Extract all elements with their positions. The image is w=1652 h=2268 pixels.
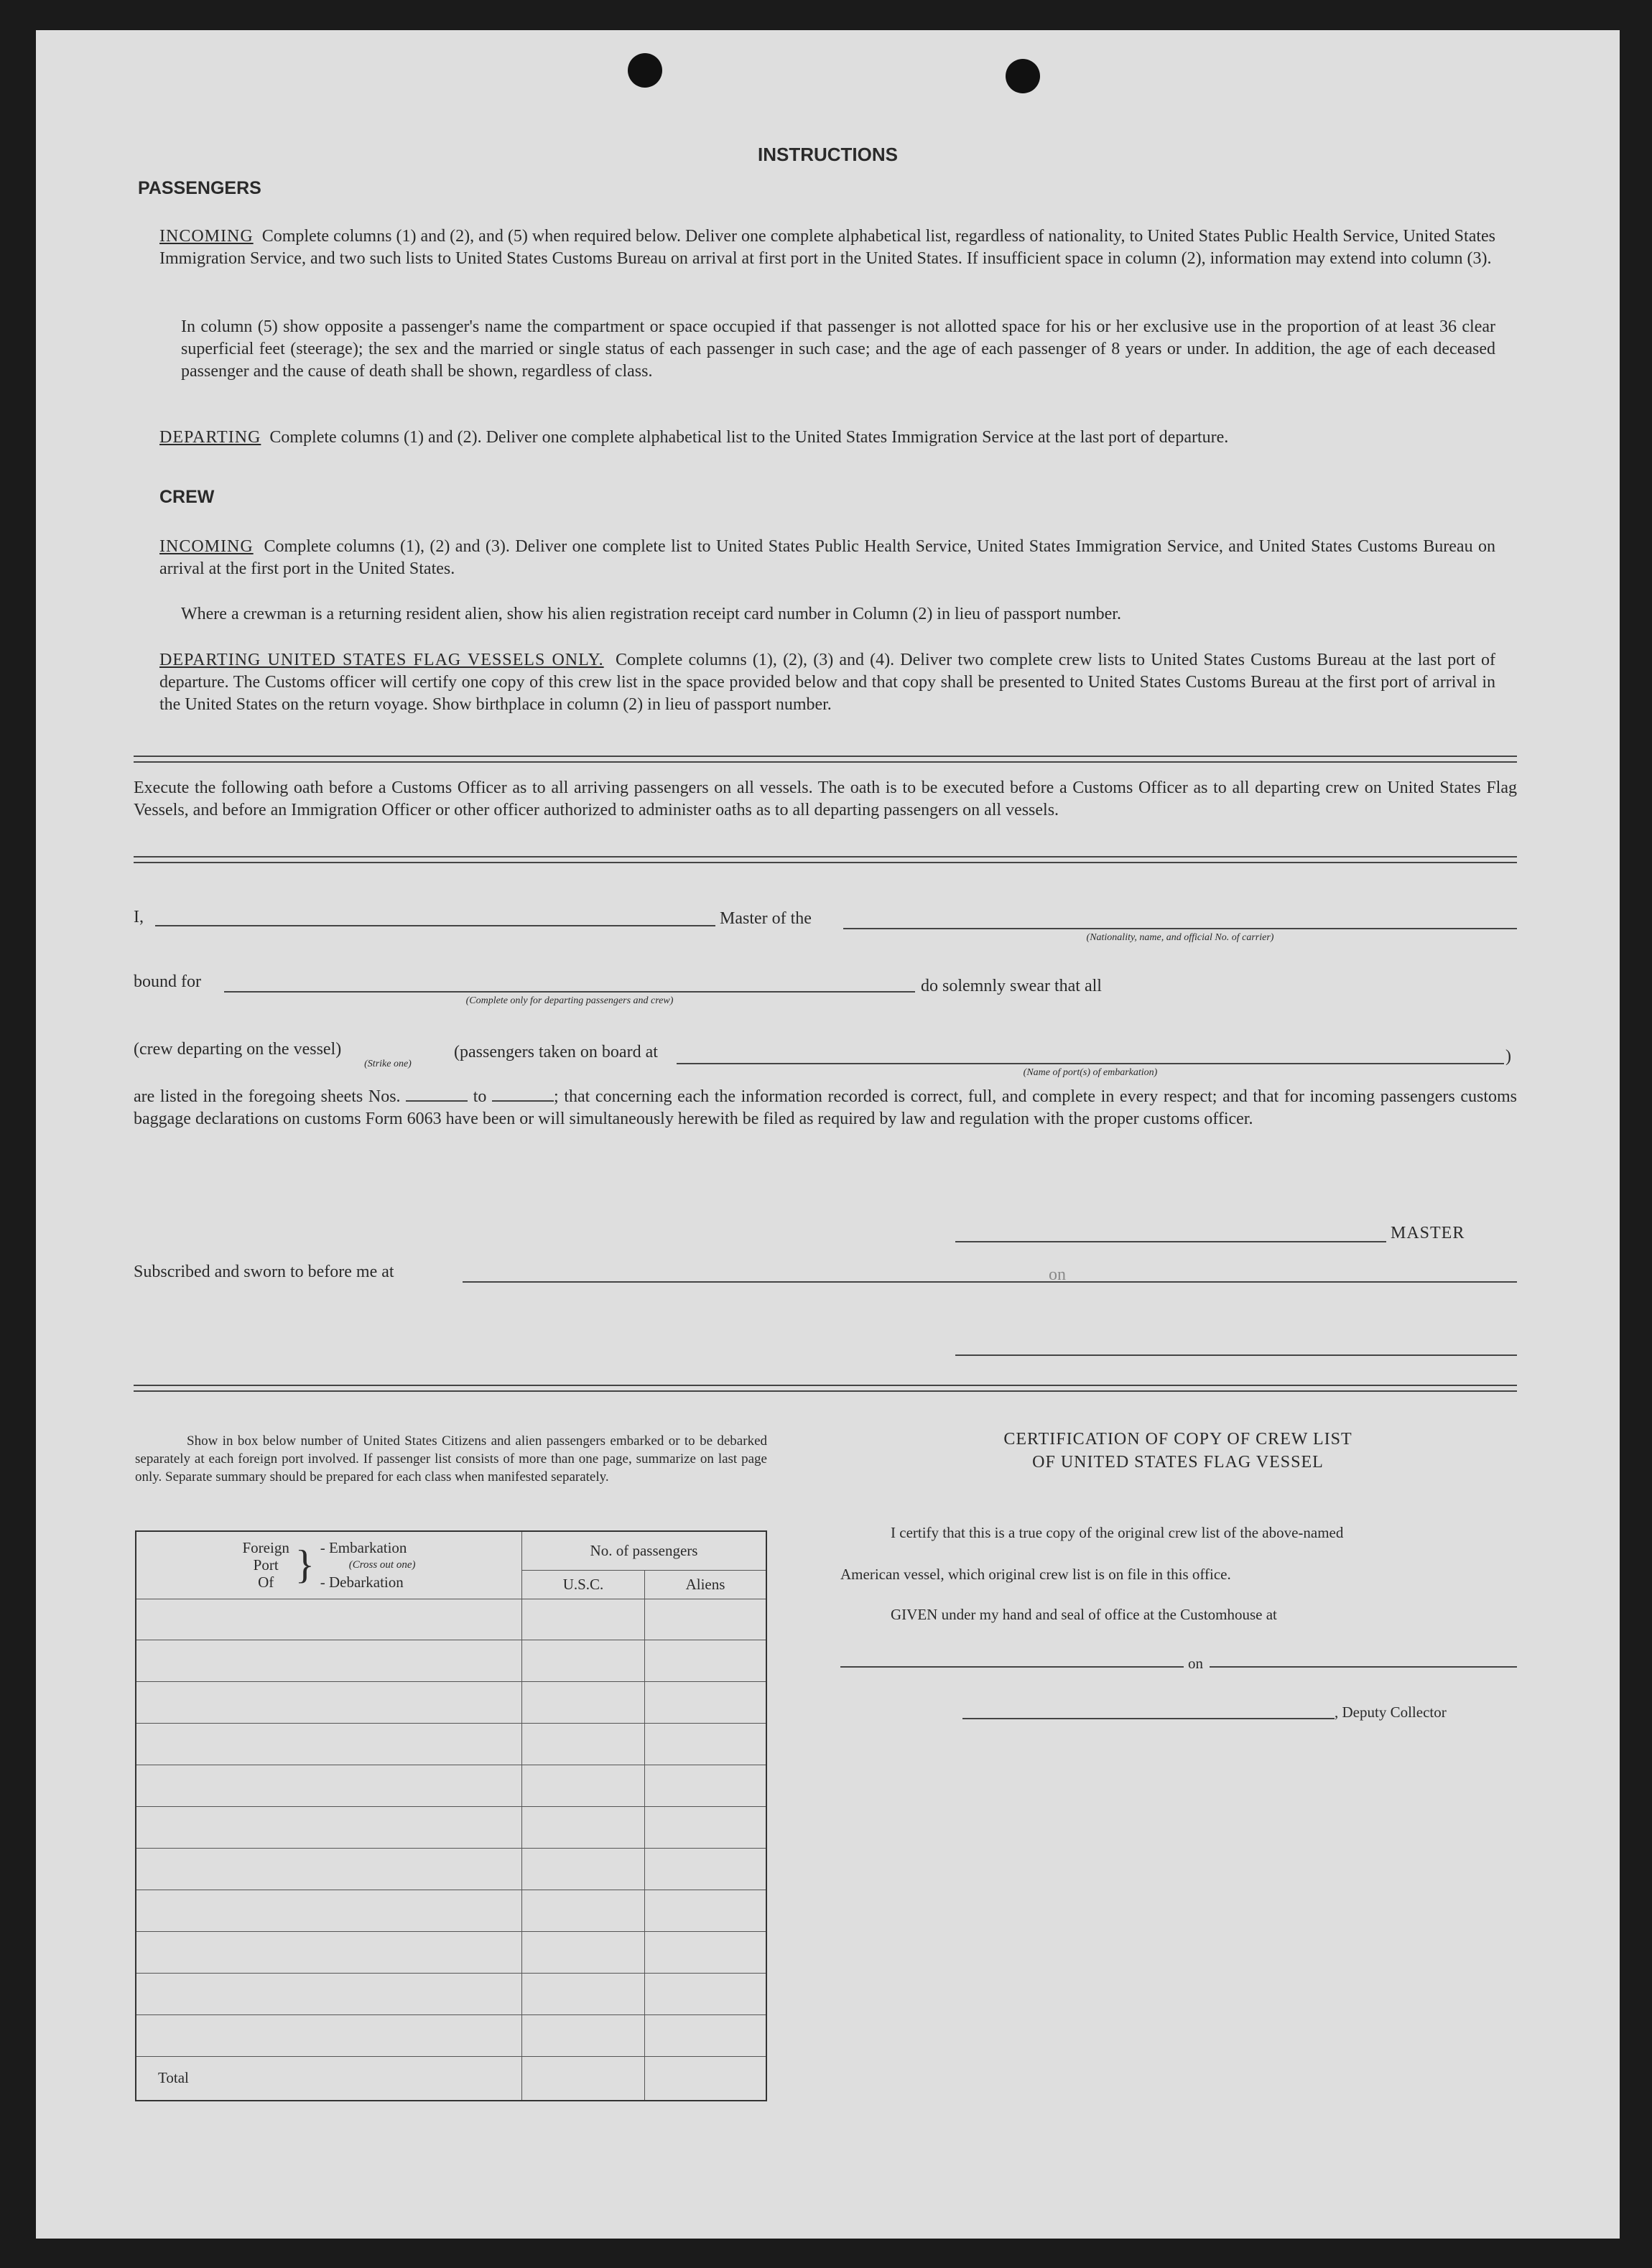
table-row[interactable] (136, 1931, 766, 1973)
embarkation-ports-field[interactable] (677, 1063, 1504, 1064)
subscribed-label: Subscribed and sworn to before me at (134, 1263, 394, 1281)
section-divider (134, 756, 1517, 763)
on-label: on (1049, 1265, 1066, 1284)
master-label: MASTER (1391, 1224, 1465, 1242)
swear-label: do solemnly swear that all (921, 977, 1102, 995)
officer-signature-field[interactable] (955, 1354, 1517, 1356)
strike-one-caption: (Strike one) (364, 1059, 412, 1069)
punch-hole (628, 53, 662, 88)
master-signature-field[interactable] (955, 1241, 1386, 1242)
table-row[interactable] (136, 1848, 766, 1890)
carrier-field[interactable] (843, 928, 1517, 929)
aliens-header: Aliens (645, 1570, 767, 1599)
incoming-label: INCOMING (159, 227, 254, 246)
oath-intro: Execute the following oath before a Customs Officer as to all arriving passengers on all vessels. The oath is to be executed before a Customs Officer as to all departing crew on United States Flag Vessels, and before an Immigration Officer or other officer authorized to administer oaths as to all departing passengers on all vessels. (134, 779, 1517, 819)
close-paren: ) (1505, 1047, 1511, 1066)
table-row[interactable] (136, 2014, 766, 2056)
table-row[interactable] (136, 1640, 766, 1682)
table-row[interactable] (136, 1724, 766, 1765)
passengers-heading: PASSENGERS (138, 178, 261, 198)
total-row[interactable] (136, 2056, 766, 2101)
deputy-collector-label: , Deputy Collector (1335, 1704, 1447, 1721)
departing-us-flag-label: DEPARTING UNITED STATES FLAG VESSELS ONLY. (159, 651, 604, 669)
crew-heading: CREW (159, 487, 215, 507)
total-label: Total (136, 2056, 522, 2101)
table-row[interactable] (136, 1890, 766, 1931)
sheet-to-field[interactable] (492, 1100, 554, 1102)
bound-for-label: bound for (134, 972, 201, 991)
passengers-incoming-text: INCOMING Complete columns (1) and (2), and (5) when required below. Deliver one complete alphabetical list, regardless of nationality, to United States Public Health Service, United States Immigration Service, and two such lists to United States Customs Bureau on arrival at first port in the United States. If insufficient space in column (2), information may extend into column (3). (159, 227, 1496, 268)
table-row[interactable] (136, 1973, 766, 2014)
form-page (36, 30, 1620, 2239)
cert-date-field[interactable] (1210, 1666, 1517, 1668)
master-of-label: Master of the (720, 909, 812, 928)
section-divider (134, 856, 1517, 863)
table-row[interactable] (136, 1807, 766, 1849)
certification-line-1: I certify that this is a true copy of the original crew list of the above-named (891, 1524, 1344, 1541)
certification-title: CERTIFICATION OF COPY OF CREW LIST OF UNITED STATES FLAG VESSEL (1003, 1430, 1352, 1472)
section-divider (134, 1385, 1517, 1392)
sheet-from-field[interactable] (406, 1100, 468, 1102)
debarkation-label[interactable]: - Debarkation (320, 1574, 404, 1591)
customhouse-field[interactable] (840, 1666, 1184, 1668)
certification-line-2: American vessel, which original crew list is on file in this office. (840, 1566, 1231, 1583)
bound-for-field[interactable] (224, 991, 915, 993)
brace: } (294, 1543, 315, 1588)
usc-header: U.S.C. (522, 1570, 645, 1599)
crew-departing-text: DEPARTING UNITED STATES FLAG VESSELS ONLY. Complete columns (1), (2), (3) and (4). Deliver two complete crew lists to United States Customs Bureau at the last port of departure. The Customs officer will certify one copy of this crew list in the space provided below and that copy shall be presented to United States Customs Bureau at the first port of arrival in the United States on the return voyage. Show birthplace in column (2) in lieu of passport number. (159, 651, 1496, 714)
departing-label: DEPARTING (159, 428, 261, 447)
crew-alien-note: Where a crewman is a returning resident alien, show his alien registration receipt card number in Column (2) in lieu of passport number. (181, 605, 1121, 623)
crew-departing-option: (crew departing on the vessel) (134, 1040, 342, 1059)
deputy-signature-field[interactable] (962, 1718, 1335, 1719)
passengers-column5-note: In column (5) show opposite a passenger's name the compartment or space occupied if that passenger is not allotted space for his or her exclusive use in the proportion of at least 36 clear superficial feet (steerage); the sex and the married or single status of each passenger in such case; and the age of each passenger of 8 years or under. In addition, the age of each deceased passenger and the cause of death shall be shown, regardless of class. (181, 317, 1495, 381)
bound-for-caption: (Complete only for departing passengers and crew) (465, 995, 674, 1006)
incoming-label: INCOMING (159, 537, 254, 556)
passengers-taken-option: (passengers taken on board at (454, 1043, 658, 1061)
summary-instructions: Show in box below number of United States Citizens and alien passengers embarked or to be debarked separately at each foreign port involved. If passenger list consists of more than one page, summarize on last page only. Separate summary should be prepared for each class when manifested separately. (135, 1433, 767, 1484)
sworn-place-date-field[interactable] (463, 1281, 1517, 1283)
cert-on-label: on (1188, 1655, 1203, 1672)
oath-statement: are listed in the foregoing sheets Nos. to ; that concerning each the information recorded is correct, full, and complete in every respect; and that for incoming passengers customs baggage declarations on customs Form 6063 have been or will simultaneously herewith be filed as required by law and regulation with the proper customs officer. (134, 1087, 1518, 1128)
certification-line-3: GIVEN under my hand and seal of office at the Customhouse at (891, 1606, 1277, 1623)
page-title: INSTRUCTIONS (758, 144, 898, 165)
no-passengers-header: No. of passengers (522, 1531, 767, 1570)
ports-caption: (Name of port(s) of embarkation) (1023, 1067, 1158, 1078)
oath-i-label: I, (134, 908, 144, 926)
foreign-port-header: Foreign Port Of } - Embarkation (Cross out one) - Debarkation (136, 1531, 522, 1599)
embarkation-label[interactable]: - Embarkation (320, 1539, 407, 1557)
punch-hole (1006, 59, 1040, 93)
passenger-summary-table (135, 1530, 767, 2101)
crew-incoming-text: INCOMING Complete columns (1), (2) and (3). Deliver one complete list to United States Public Health Service, United States Immigration Service, and United States Customs Bureau on arrival at the first port in the United States. (159, 537, 1495, 578)
master-name-field[interactable] (155, 925, 715, 926)
table-row[interactable] (136, 1765, 766, 1807)
table-row[interactable] (136, 1599, 766, 1640)
carrier-caption: (Nationality, name, and official No. of carrier) (1086, 932, 1274, 943)
table-row[interactable] (136, 1682, 766, 1724)
passengers-departing-text: DEPARTING Complete columns (1) and (2). Deliver one complete alphabetical list to the United States Immigration Service at the last port of departure. (159, 428, 1229, 447)
